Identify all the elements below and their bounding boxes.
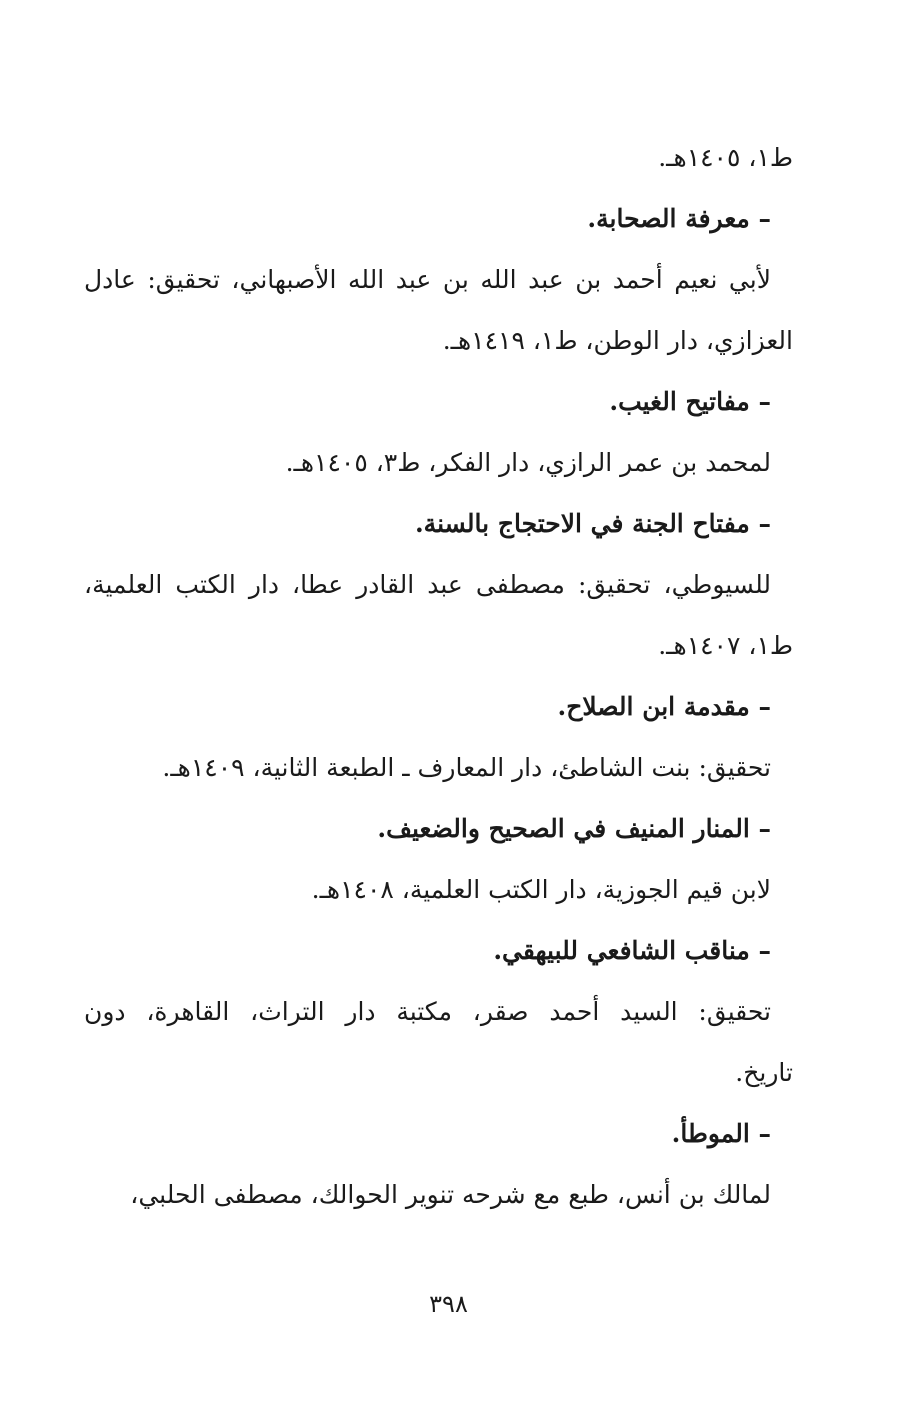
bibliography-entry-title: – الموطأ. [671,1119,771,1148]
bibliography-entry-title: – معرفة الصحابة. [587,204,771,233]
body-line: لمحمد بن عمر الرازي، دار الفكر، ط٣، ١٤٠٥هـ. [285,448,771,477]
page-number: ٣٩٨ [429,1290,468,1318]
bibliography-entry-title: – المنار المنيف في الصحيح والضعيف. [377,814,771,843]
body-line: لأبي نعيم أحمد بن عبد الله بن عبد الله الأصبهاني، تحقيق: عادل [84,265,771,294]
body-line: تحقيق: السيد أحمد صقر، مكتبة دار التراث، القاهرة، دون [84,997,771,1026]
body-line: ط١، ١٤٠٥هـ. [658,143,793,172]
body-line: ط١، ١٤٠٧هـ. [658,631,793,660]
bibliography-entry-title: – مقدمة ابن الصلاح. [557,692,771,721]
bibliography-entry-title: – مفاتيح الغيب. [609,387,771,416]
body-line: لابن قيم الجوزية، دار الكتب العلمية، ١٤٠٨هـ. [311,875,771,904]
bibliography-entry-title: – مناقب الشافعي للبيهقي. [493,936,771,965]
body-line: تاريخ. [735,1058,793,1087]
body-line: للسيوطي، تحقيق: مصطفى عبد القادر عطا، دار الكتب العلمية، [84,570,771,599]
bibliography-content [84,136,793,1234]
body-line: العزازي، دار الوطن، ط١، ١٤١٩هـ. [442,326,793,355]
body-line: تحقيق: بنت الشاطئ، دار المعارف ـ الطبعة الثانية، ١٤٠٩هـ. [162,753,771,782]
body-line: لمالك بن أنس، طبع مع شرحه تنوير الحوالك، مصطفى الحلبي، [130,1180,771,1209]
bibliography-entry-title: – مفتاح الجنة في الاحتجاج بالسنة. [414,509,771,538]
